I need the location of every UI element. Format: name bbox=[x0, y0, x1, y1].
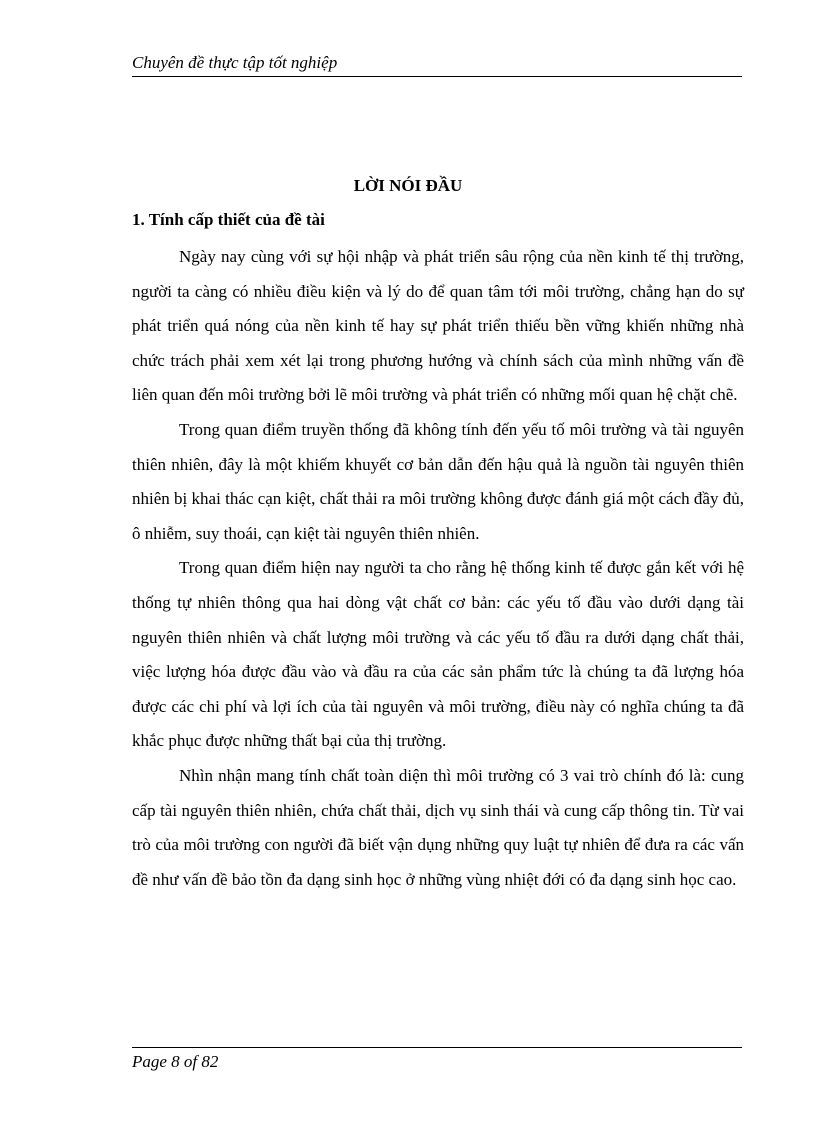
section-heading: 1. Tính cấp thiết của đề tài bbox=[132, 210, 325, 229]
paragraph-1: Ngày nay cùng với sự hội nhập và phát triển sâu rộng của nền kinh tế thị trường, người ta càng có nhiều điều kiện và lý do để quan tâm tới môi trường, chẳng hạn do sự phát triển quá nóng của nền kinh tế hay sự phát triển thiếu bền vững khiến những nhà chức trách phải xem xét lại trong phương hướng và chính sách của mình những vấn đề liên quan đến môi trường bởi lẽ môi trường và phát triển có những mối quan hệ chặt chẽ. bbox=[132, 247, 744, 405]
page-header bbox=[132, 52, 742, 77]
paragraph-4: Nhìn nhận mang tính chất toàn diện thì môi trường có 3 vai trò chính đó là: cung cấp tài nguyên thiên nhiên, chứa chất thải, dịch vụ sinh thái và cung cấp thông tin. Từ vai trò của môi trường con người đã biết vận dụng những quy luật tự nhiên để đưa ra các vấn đề như vấn đề bảo tồn đa dạng sinh học ở những vùng nhiệt đới có đa dạng sinh học cao. bbox=[132, 765, 744, 889]
page-footer bbox=[132, 1047, 742, 1073]
document-title: LỜI NÓI ĐẦU bbox=[353, 176, 463, 195]
page-number: Page 8 of 82 bbox=[132, 1052, 219, 1071]
paragraph-3: Trong quan điểm hiện nay người ta cho rằng hệ thống kinh tế được gắn kết với hệ thống tự nhiên thông qua hai dòng vật chất cơ bản: các yếu tố đầu vào dưới dạng tài nguyên thiên nhiên và chất lượng môi trường và các yếu tố đầu ra dưới dạng chất thải, việc lượng hóa được đầu vào và đầu ra của các sản phẩm tức là chúng ta đã lượng hóa được các chi phí và lợi ích của tài nguyên và môi trường, điều này có nghĩa chúng ta đã khắc phục được những thất bại của thị trường. bbox=[132, 558, 744, 751]
paragraph-2: Trong quan điểm truyền thống đã không tính đến yếu tố môi trường và tài nguyên thiên nhiên, đây là một khiếm khuyết cơ bản dẫn đến hậu quả là nguồn tài nguyên thiên nhiên bị khai thác cạn kiệt, chất thải ra môi trường không được đánh giá một cách đầy đủ, ô nhiễm, suy thoái, cạn kiệt tài nguyên thiên nhiên. bbox=[132, 419, 744, 543]
header-text: Chuyên đề thực tập tốt nghiệp bbox=[132, 53, 338, 72]
body-text bbox=[132, 240, 744, 897]
